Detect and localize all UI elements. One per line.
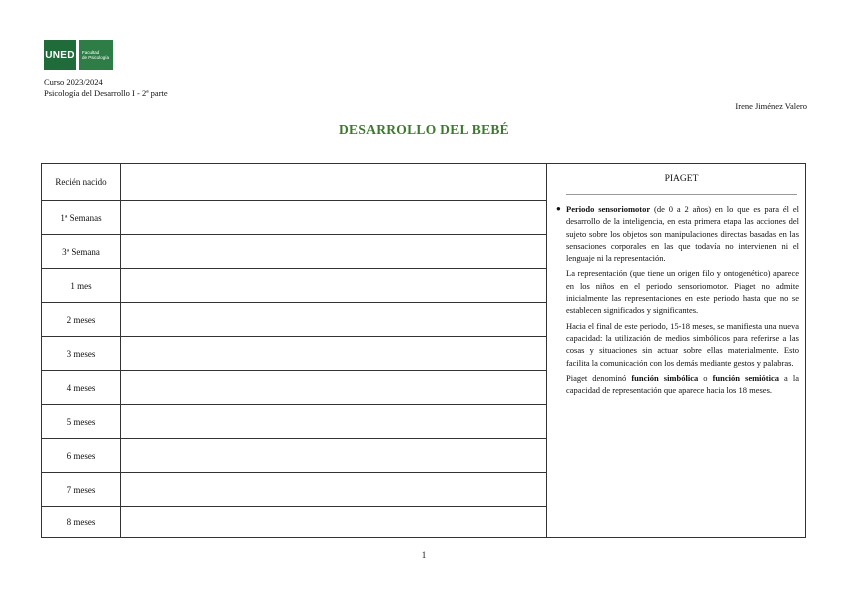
paragraph-2: La representación (que tiene un origen filo y ontogenético) aparece en los niños en el periodo sensoriomotor. Piaget no admite inicialmente las representaciones en este periodo hasta que no se establecen significados y significantes.	[566, 268, 799, 316]
course-year: Curso 2023/2024	[44, 77, 103, 87]
notes-cell	[120, 439, 546, 473]
row-label: 1 mes	[42, 269, 120, 303]
author-name: Irene Jiménez Valero	[735, 101, 807, 111]
row-label: 7 meses	[42, 473, 120, 507]
piaget-column	[547, 164, 805, 537]
notes-cell	[120, 473, 546, 507]
subject-name: Psicología del Desarrollo I - 2ª parte	[44, 87, 168, 98]
faculty-line-1: Facultad	[82, 50, 100, 55]
row-label: Recién nacido	[42, 164, 120, 201]
uned-logo-mark: UNED	[44, 40, 76, 70]
paragraph-4-text-a: Piaget denominó	[566, 372, 632, 383]
paragraph-4	[566, 372, 799, 397]
paragraph-4-text-c: o	[698, 372, 713, 383]
row-label: 3 meses	[42, 337, 120, 371]
piaget-heading: PIAGET	[566, 174, 797, 195]
faculty-line-2: de Psicología	[82, 55, 110, 60]
faculty-logo	[79, 40, 113, 70]
notes-cell	[120, 235, 546, 269]
row-label: 3ª Semana	[42, 235, 120, 269]
uned-logo	[44, 40, 113, 70]
row-label: 1ª Semanas	[42, 201, 120, 235]
sensorimotor-term: Periodo sensoriomotor	[566, 204, 651, 214]
row-label: 5 meses	[42, 405, 120, 439]
symbolic-function-term: función simbólica	[631, 372, 699, 383]
paragraph-1	[566, 203, 799, 264]
row-label: 6 meses	[42, 439, 120, 473]
row-label: 4 meses	[42, 371, 120, 405]
paragraph-1-text: (de 0 a 2 años) en lo que es para él el desarrollo de la inteligencia, en esta primera etapa las acciones del sujeto sobre los objetos son manipulaciones directas basadas en las sensaciones corporales en las que todavía no intervienen ni el lenguaje ni la representación.	[566, 204, 800, 264]
notes-cell	[120, 337, 546, 371]
piaget-bullet-item	[556, 203, 799, 264]
piaget-text	[556, 203, 799, 396]
age-column	[42, 164, 121, 537]
paragraph-4-text-d: a la capacidad de representación que aparece hacia los 18 meses.	[566, 372, 800, 396]
row-label: 2 meses	[42, 303, 120, 337]
notes-cell	[120, 507, 546, 537]
bullet-icon: ●	[556, 204, 561, 213]
notes-cell	[120, 164, 546, 201]
development-table	[41, 163, 806, 538]
notes-cell	[120, 303, 546, 337]
document-title: DESARROLLO DEL BEBÉ	[338, 122, 509, 137]
course-header	[44, 77, 168, 98]
paragraph-3: Hacia el final de este periodo, 15-18 meses, se manifiesta una nueva capacidad: la utilización de medios simbólicos para referirse a las cosas y situaciones sin actuar sobre ellas materialmente. Esto facilita la comunicación con los demás mediante gestos y palabras.	[566, 320, 799, 368]
notes-cell	[120, 269, 546, 303]
notes-cell	[120, 371, 546, 405]
notes-column	[120, 164, 547, 537]
row-label: 8 meses	[66, 517, 96, 527]
page-number: 1	[421, 550, 427, 560]
notes-cell	[120, 405, 546, 439]
notes-cell	[120, 201, 546, 235]
semiotic-function-term: función semiótica	[712, 372, 780, 383]
